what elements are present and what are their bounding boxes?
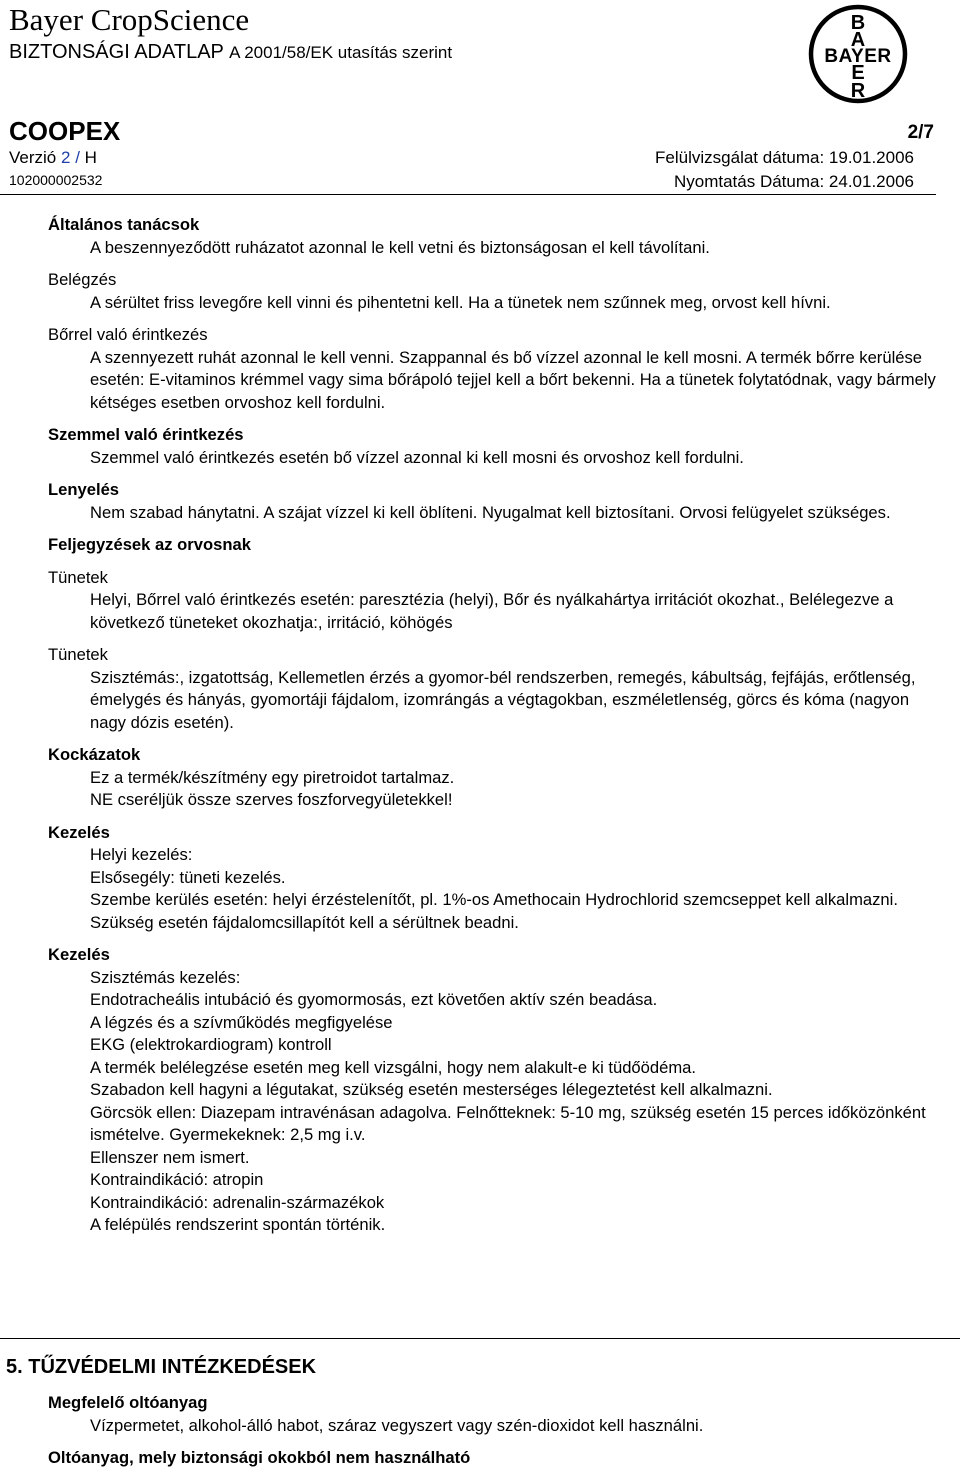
section-body xyxy=(90,237,938,260)
section-paragraph: A termék belélegzése esetén meg kell vizsgálni, hogy nem alakult-e ki tüdőödéma. xyxy=(90,1057,697,1077)
section-heading: Szemmel való érintkezés xyxy=(48,425,244,444)
section-block xyxy=(48,214,938,259)
section-divider xyxy=(0,1338,960,1339)
section-paragraph: Vízpermetet, alkohol-álló habot, száraz vegyszert vagy szén-dioxidot kell használni. xyxy=(90,1415,704,1435)
section-paragraph: A beszennyeződött ruházatot azonnal le kell vetni és biztonságosan el kell távolítani. xyxy=(90,237,710,257)
sds-title: BIZTONSÁGI ADATLAP xyxy=(9,41,224,63)
first-aid-content xyxy=(48,214,938,1237)
section-block xyxy=(48,424,938,469)
section-paragraph: Kontraindikáció: atropin xyxy=(90,1170,264,1189)
section-paragraph: A sérültet friss levegőre kell vinni és pihentetni kell. Ha a tünetek nem szűnnek meg, orvost kell hívni. xyxy=(90,292,831,312)
logo-letter: BAYER xyxy=(824,46,892,67)
section-paragraph: Elsősegély: tüneti kezelés. xyxy=(90,867,286,887)
logo-letter: A xyxy=(850,29,866,51)
section-paragraph: Szisztémás kezelés: xyxy=(90,967,241,987)
bayer-cross-logo xyxy=(806,2,910,106)
section-body xyxy=(90,967,938,1237)
section-block xyxy=(48,644,938,734)
section-body xyxy=(90,292,938,315)
section-heading: Tünetek xyxy=(48,567,108,587)
section-block xyxy=(48,534,938,557)
logo-letter: R xyxy=(850,80,866,102)
fire-fighting-content xyxy=(48,1392,938,1470)
section-paragraph: Szabadon kell hagyni a légutakat, szükség esetén mesterséges lélegeztetést kell alkalmazni. xyxy=(90,1080,773,1099)
version-separator: / xyxy=(75,148,80,167)
section-body xyxy=(90,447,938,470)
section-heading: Általános tanácsok xyxy=(48,215,200,234)
section-paragraph: Kontraindikáció: adrenalin-származékok xyxy=(90,1192,385,1212)
document-type xyxy=(9,40,452,65)
section-body xyxy=(90,844,938,934)
company-name: Bayer CropScience xyxy=(9,2,250,37)
section-heading: Feljegyzések az orvosnak xyxy=(48,535,251,554)
section-paragraph: Nem szabad hánytatni. A szájat vízzel ki kell öblíteni. Nyugalmat kell biztosítani. Orvosi felügyelet szükséges. xyxy=(90,502,891,522)
logo-letter: E xyxy=(851,62,865,84)
print-date: Nyomtatás Dátuma: 24.01.2006 xyxy=(673,172,914,191)
section-block xyxy=(48,1447,938,1470)
section-heading: Oltóanyag, mely biztonsági okokból nem használható xyxy=(48,1448,471,1467)
section-block xyxy=(48,324,938,414)
section-heading: Bőrrel való érintkezés xyxy=(48,325,208,344)
section-heading: Kezelés xyxy=(48,945,110,964)
section-heading: Lenyelés xyxy=(48,480,120,499)
logo-letter: B xyxy=(850,12,866,34)
section-paragraph: EKG (elektrokardiogram) kontroll xyxy=(90,1035,332,1054)
section-body xyxy=(90,767,938,812)
revision-date: Felülvizsgálat dátuma: 19.01.2006 xyxy=(655,148,914,167)
section-paragraph: NE cseréljük össze szerves foszforvegyületekkel! xyxy=(90,790,453,809)
section-paragraph: Szembe kerülés esetén: helyi érzéstelenítőt, pl. 1%-os Amethocain Hydrochlorid szemcseppet kell alkalmazni. Szükség esetén fájdalomcsillapítót kell a sérültnek beadni. xyxy=(90,890,898,932)
section-block xyxy=(48,1392,938,1437)
section-block xyxy=(48,269,938,314)
sds-regulation: A 2001/58/EK utasítás szerint xyxy=(229,43,453,62)
section-paragraph: Helyi kezelés: xyxy=(90,845,193,864)
section-block xyxy=(48,744,938,812)
section-paragraph: Ez a termék/készítmény egy piretroidot tartalmaz. xyxy=(90,767,455,787)
product-code: 102000002532 xyxy=(9,172,103,188)
version-info xyxy=(9,148,97,168)
product-name: COOPEX xyxy=(9,116,121,146)
section-heading: Kockázatok xyxy=(48,745,141,764)
section-body xyxy=(90,667,938,735)
section-block xyxy=(48,567,938,635)
version-label: Verzió xyxy=(9,148,57,167)
section-heading: Tünetek xyxy=(48,645,108,664)
section-paragraph: Szisztémás:, izgatottság, Kellemetlen érzés a gyomor-bél rendszerben, remegés, kábultság, fejfájás, erőtlenség, émelygés és hányás, gyomortáji fájdalom, izomrángás a végtagokban, eszméletlenség, görcs és kóma (nagyon nagy dózis esetén). xyxy=(90,667,916,732)
section-paragraph: A légzés és a szívműködés megfigyelése xyxy=(90,1012,393,1032)
section-paragraph: A felépülés rendszerint spontán történik. xyxy=(90,1215,386,1234)
section-heading: Kezelés xyxy=(48,822,110,842)
section-heading: Belégzés xyxy=(48,270,117,289)
section-block xyxy=(48,944,938,1237)
section-block xyxy=(48,822,938,935)
section-body xyxy=(90,502,938,525)
version-language: H xyxy=(84,148,97,167)
section-paragraph: A szennyezett ruhát azonnal le kell venni. Szappannal és bő vízzel azonnal le kell mosni. A termék bőrre kerülése esetén: E-vitaminos krémmel vagy sima bőrápoló tejjel kell a bőrt bekenni. Ha a tünetek folytatódnak, vagy bármely kétséges esetben orvoshoz kell fordulni. xyxy=(90,347,936,412)
section-paragraph: Endotracheális intubáció és gyomormosás, ezt követően aktív szén beadása. xyxy=(90,990,658,1009)
section-paragraph: Ellenszer nem ismert. xyxy=(90,1147,250,1167)
section-body xyxy=(90,1415,938,1438)
section-paragraph: Szemmel való érintkezés esetén bő vízzel azonnal ki kell mosni és orvoshoz kell fordulni. xyxy=(90,447,744,467)
section-block xyxy=(48,479,938,524)
section-body xyxy=(90,589,938,634)
version-number: 2 xyxy=(60,148,71,167)
section-heading: Megfelelő oltóanyag xyxy=(48,1393,208,1412)
page-number: 2/7 xyxy=(907,122,934,143)
section-paragraph: Helyi, Bőrrel való érintkezés esetén: paresztézia (helyi), Bőr és nyálkahártya irritációt okozhat., Belélegezve a következő tüneteket okozhatja:, irritáció, köhögés xyxy=(90,590,894,632)
header-divider xyxy=(0,194,936,195)
section-5-title: 5. TŰZVÉDELMI INTÉZKEDÉSEK xyxy=(6,1356,317,1378)
section-paragraph: Görcsök ellen: Diazepam intravénásan adagolva. Felnőtteknek: 5-10 mg, szükség esetén 15 perces időközönként ismételve. Gyermekeknek: 2,5 mg i.v. xyxy=(90,1102,926,1144)
section-body xyxy=(90,347,938,415)
